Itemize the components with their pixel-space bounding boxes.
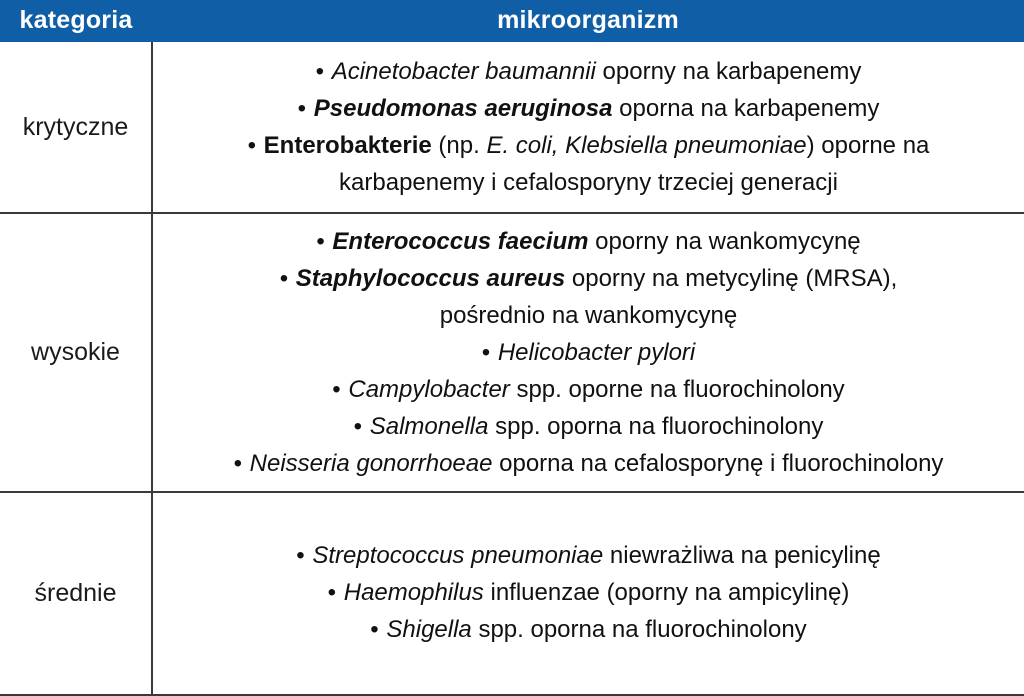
organism-text-segment: Pseudomonas aeruginosa xyxy=(313,95,613,122)
category-cell: wysokie xyxy=(0,213,152,492)
organism-line xyxy=(161,53,1016,90)
organism-line xyxy=(161,611,1016,648)
organism-text-segment: influenzae (oporny na ampicylinę) xyxy=(483,579,850,606)
organism-line xyxy=(161,408,1016,445)
organism-line xyxy=(161,537,1016,574)
organism-cell xyxy=(152,42,1024,213)
organism-line xyxy=(161,164,1016,201)
organism-text-segment: Campylobacter xyxy=(348,376,510,403)
header-row xyxy=(0,0,1024,42)
table-row xyxy=(0,42,1024,213)
bullet-icon: • xyxy=(332,376,349,403)
bullet-icon: • xyxy=(370,616,387,643)
organism-text-segment: Streptococcus pneumoniae xyxy=(312,542,604,569)
bullet-icon: • xyxy=(316,228,333,255)
organism-line xyxy=(161,445,1016,482)
bullet-icon: • xyxy=(296,542,313,569)
organism-text-segment: Helicobacter pylori xyxy=(497,339,696,366)
bullet-icon: • xyxy=(233,450,250,477)
organism-text-segment: Neisseria gonorrhoeae xyxy=(249,450,493,477)
organism-text-segment: (np. xyxy=(431,132,487,159)
bullet-icon: • xyxy=(481,339,498,366)
organism-text-segment: Staphylococcus aureus xyxy=(295,265,566,292)
table-header xyxy=(0,0,1024,42)
table-body xyxy=(0,42,1024,695)
organism-text-segment: oporna na karbapenemy xyxy=(612,95,880,122)
organism-text-segment: Enterococcus faecium xyxy=(332,228,589,255)
category-cell: średnie xyxy=(0,492,152,695)
category-cell: krytyczne xyxy=(0,42,152,213)
organism-text-segment: pośrednio na wankomycynę xyxy=(439,302,738,329)
table-row xyxy=(0,213,1024,492)
bullet-icon: • xyxy=(297,95,314,122)
organism-line xyxy=(161,90,1016,127)
organism-text-segment: Acinetobacter baumannii xyxy=(331,58,596,85)
organism-text-segment: niewrażliwa na penicylinę xyxy=(603,542,881,569)
organism-text-segment: oporny na metycylinę (MRSA), xyxy=(565,265,898,292)
organism-text-segment: Haemophilus xyxy=(343,579,484,606)
organism-text-segment: Shigella xyxy=(386,616,472,643)
column-header-kategoria: kategoria xyxy=(0,0,152,42)
organism-line xyxy=(161,297,1016,334)
organism-line xyxy=(161,260,1016,297)
organism-cell xyxy=(152,492,1024,695)
bullet-icon: • xyxy=(279,265,296,292)
bullet-icon: • xyxy=(327,579,344,606)
organism-line xyxy=(161,223,1016,260)
bullet-icon: • xyxy=(353,413,370,440)
organism-line xyxy=(161,334,1016,371)
organism-line xyxy=(161,574,1016,611)
organism-text-segment: Enterobakterie xyxy=(263,132,432,159)
organism-text-segment: oporna na cefalosporynę i fluorochinolony xyxy=(492,450,944,477)
organism-text-segment: oporny na wankomycynę xyxy=(588,228,861,255)
bullet-icon: • xyxy=(315,58,332,85)
organism-line xyxy=(161,371,1016,408)
organism-text-segment: ) oporne na xyxy=(806,132,930,159)
organism-text-segment: E. coli, Klebsiella pneumoniae xyxy=(486,132,807,159)
bullet-icon: • xyxy=(247,132,264,159)
organism-text-segment: spp. oporna na fluorochinolony xyxy=(471,616,807,643)
organism-text-segment: karbapenemy i cefalosporyny trzeciej generacji xyxy=(339,169,838,196)
organism-text-segment: Salmonella xyxy=(369,413,489,440)
organism-line xyxy=(161,127,1016,164)
organism-text-segment: spp. oporna na fluorochinolony xyxy=(488,413,824,440)
column-header-mikroorganizm: mikroorganizm xyxy=(152,0,1024,42)
organism-cell xyxy=(152,213,1024,492)
organism-text-segment: spp. oporne na fluorochinolony xyxy=(509,376,845,403)
organism-text-segment: oporny na karbapenemy xyxy=(595,58,862,85)
table-row xyxy=(0,492,1024,695)
